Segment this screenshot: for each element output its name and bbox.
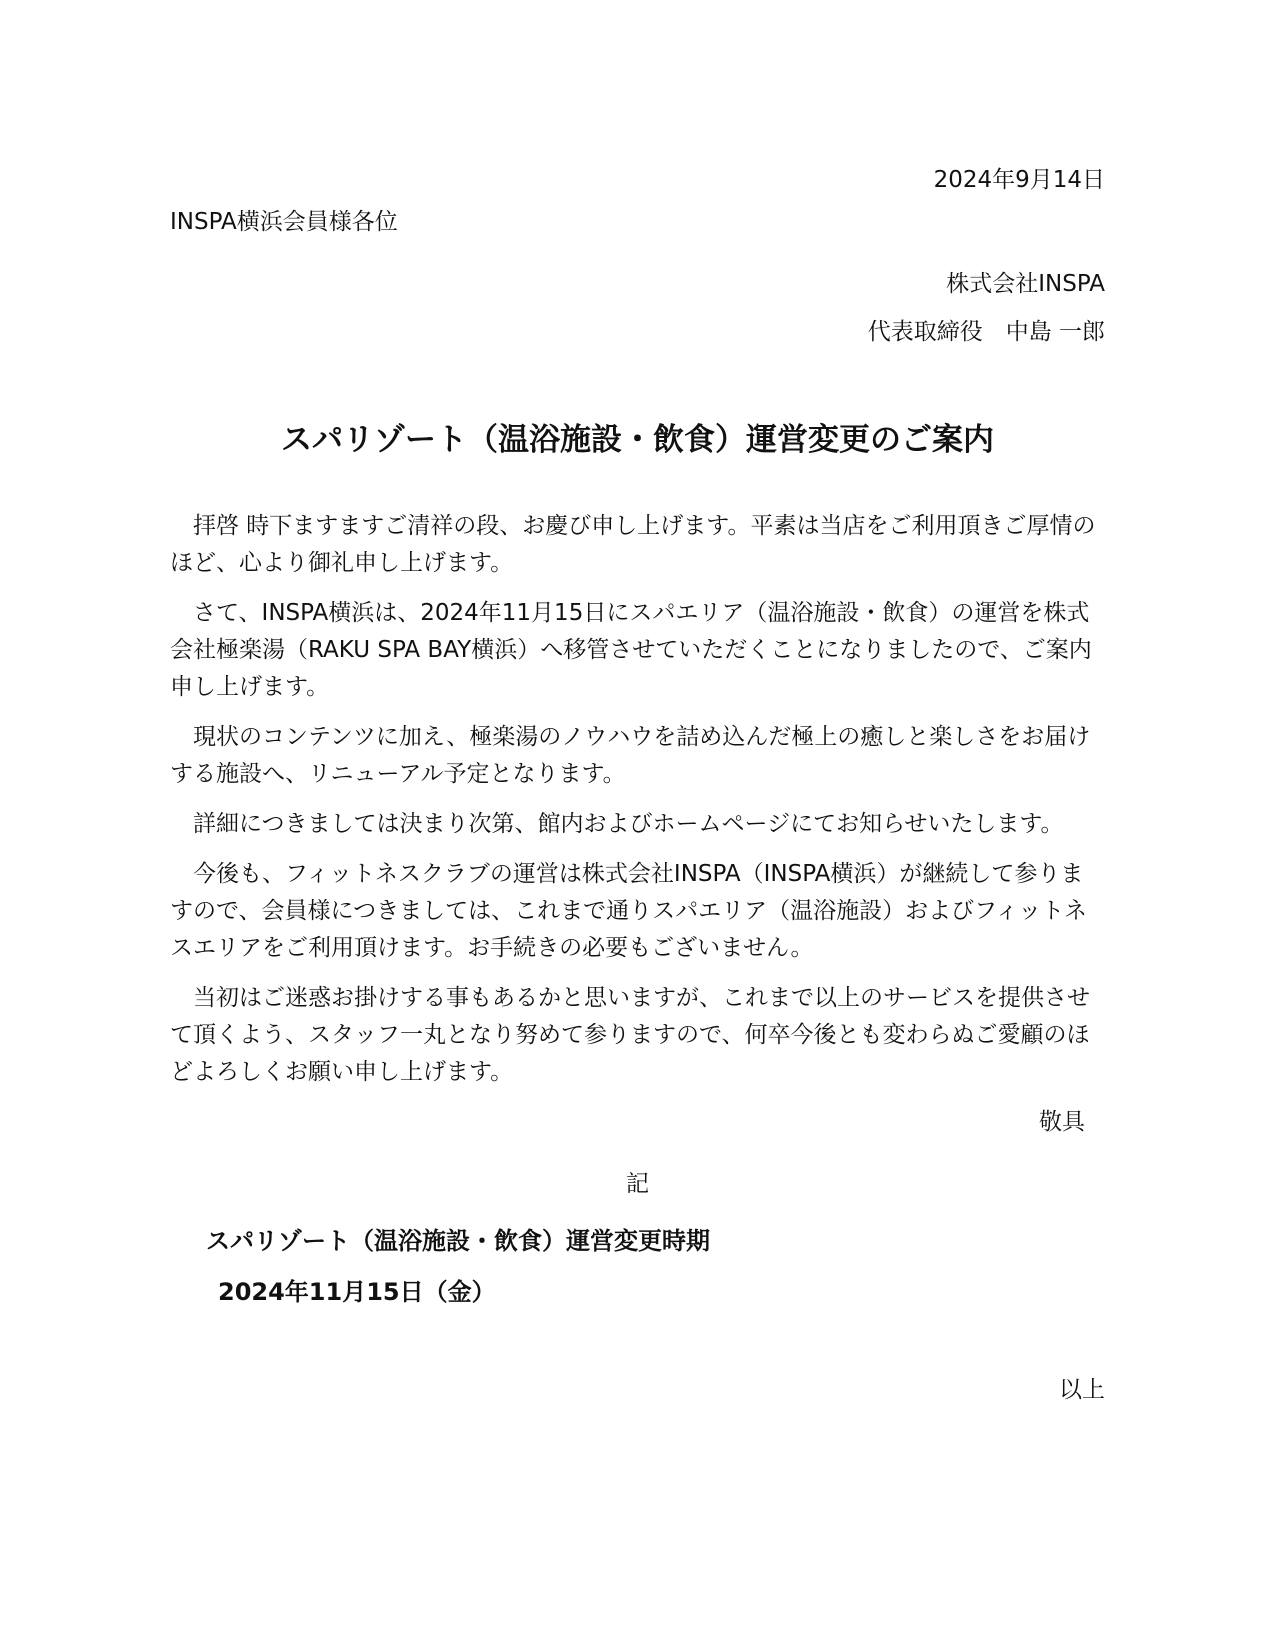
paragraph-fitness-continuation: 今後も、フィットネスクラブの運営は株式会社INSPA（INSPA横浜）が継続して参りますので、会員様につきましては、これまで通りスパエリア（温浴施設）およびフィットネスエリアをご利用頂けます。お手続きの必要もございません。 — [170, 861, 1088, 961]
paragraph-greeting: 拝啓 時下ますますご清祥の段、お慶び申し上げます。平素は当店をご利用頂きご厚情のほど、心より御礼申し上げます。 — [170, 513, 1096, 576]
paragraph-closing-request: 当初はご迷惑お掛けする事もあるかと思いますが、これまで以上のサービスを提供させて頂くよう、スタッフ一丸となり努めて参りますので、何卒今後とも変わらぬご愛顧のほどよろしくお願い申し上げます。 — [170, 985, 1090, 1085]
company-name: 株式会社INSPA — [946, 271, 1105, 297]
end-mark: 以上 — [1059, 1377, 1105, 1403]
representative-name: 代表取締役 中島 一郎 — [867, 319, 1105, 345]
paragraph-renewal: 現状のコンテンツに加え、極楽湯のノウハウを詰め込んだ極上の癒しと楽しさをお届けする施設へ、リニューアル予定となります。 — [170, 724, 1091, 787]
recipient-line: INSPA横浜会員様各位 — [170, 209, 398, 235]
letter-date: 2024年9月14日 — [933, 167, 1105, 193]
change-period-heading: スパリゾート（温浴施設・飲食）運営変更時期 — [206, 1227, 710, 1255]
document-title: スパリゾート（温浴施設・飲食）運営変更のご案内 — [281, 422, 994, 458]
paragraph-details: 詳細につきましては決まり次第、館内およびホームページにてお知らせいたします。 — [193, 811, 1064, 837]
paragraph-transfer-notice: さて、INSPA横浜は、2024年11月15日にスパエリア（温浴施設・飲食）の運営を株式会社極楽湯（RAKU SPA BAY横浜）へ移管させていただくことになりましたので、ご案内申し上げます。 — [170, 600, 1092, 700]
letter-body — [170, 508, 1105, 1104]
closing-salutation: 敬具 — [1039, 1109, 1085, 1135]
change-date: 2024年11月15日（金） — [218, 1278, 496, 1306]
record-marker: 記 — [626, 1171, 649, 1197]
